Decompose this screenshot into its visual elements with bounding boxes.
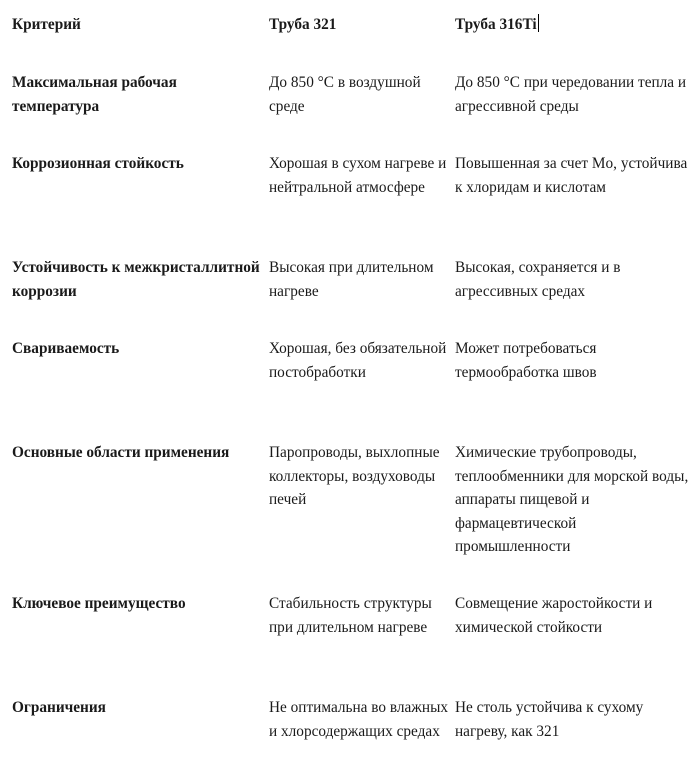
pipe-321-cell[interactable]: Хорошая в сухом нагреве и нейтральной атмосфере (269, 155, 447, 196)
criterion-cell[interactable]: Коррозионная стойкость (12, 155, 184, 172)
pipe-316ti-cell[interactable]: Не столь устойчива к сухому нагреву, как 321 (455, 699, 644, 740)
criterion-cell[interactable]: Максимальная рабочая температура (12, 74, 177, 115)
pipe-316ti-cell[interactable]: Повышенная за счет Mo, устойчива к хлоридам и кислотам (455, 155, 688, 196)
pipe-321-cell[interactable]: Не оптимальна во влажных и хлорсодержащих средах (269, 699, 448, 740)
pipe-316ti-cell[interactable]: Химические трубопроводы, теплообменники для морской воды, аппараты пищевой и фармацевтической промышленности (455, 444, 689, 555)
pipe-321-cell[interactable]: До 850 °C в воздушной среде (269, 74, 421, 115)
pipe-321-cell[interactable]: Паропроводы, выхлопные коллекторы, воздуховоды печей (269, 444, 440, 508)
pipe-321-cell[interactable]: Высокая при длительном нагреве (269, 259, 434, 300)
header-pipe-316ti-text: Труба 316Ti (455, 16, 537, 33)
header-criterion[interactable]: Критерий (12, 16, 81, 33)
pipe-321-cell[interactable]: Стабильность структуры при длительном нагреве (269, 595, 432, 636)
pipe-321-cell[interactable]: Хорошая, без обязательной постобработки (269, 340, 447, 381)
pipe-316ti-cell[interactable]: Может потребоваться термообработка швов (455, 340, 597, 381)
pipe-316ti-cell[interactable]: Совмещение жаростойкости и химической стойкости (455, 595, 653, 636)
criterion-cell[interactable]: Основные области применения (12, 444, 230, 461)
criterion-cell[interactable]: Ключевое преимущество (12, 595, 186, 612)
pipe-316ti-cell[interactable]: Высокая, сохраняется и в агрессивных средах (455, 259, 621, 300)
header-pipe-321[interactable]: Труба 321 (269, 16, 337, 33)
criterion-cell[interactable]: Ограничения (12, 699, 106, 716)
pipe-316ti-cell[interactable]: До 850 °C при чередовании тепла и агрессивной среды (455, 74, 687, 115)
header-pipe-316ti[interactable] (455, 13, 689, 37)
criterion-cell[interactable]: Свариваемость (12, 340, 120, 357)
text-cursor (538, 14, 539, 32)
criterion-cell[interactable]: Устойчивость к межкристаллитной коррозии (12, 259, 260, 300)
